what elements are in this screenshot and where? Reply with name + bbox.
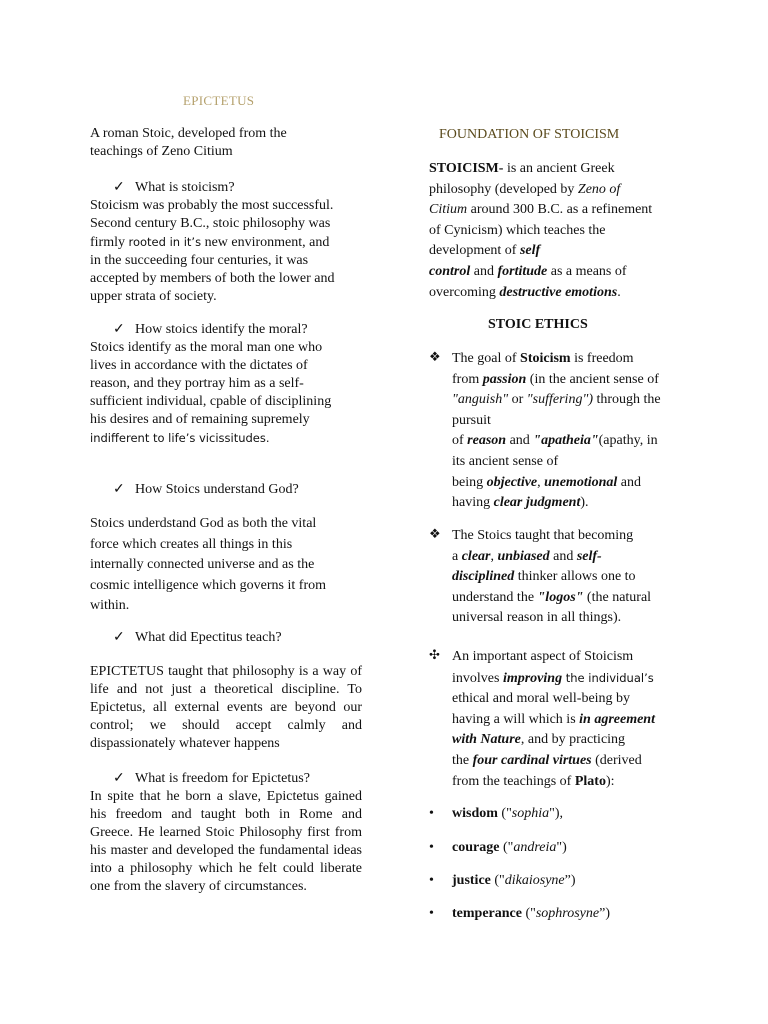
dot-bullet-icon: • bbox=[429, 806, 434, 821]
dot-bullet-icon: • bbox=[429, 840, 434, 855]
checkmark-icon: ✓ bbox=[113, 630, 125, 645]
question-what-is-stoicism: ✓ What is stoicism? bbox=[113, 180, 235, 195]
checkmark-icon: ✓ bbox=[113, 180, 125, 195]
answer-what-did-epictetus-teach: EPICTETUS taught that philosophy is a way of life and not just a theoretical discipline. To Epictetus, all external events are beyond our control; we should accept calmly and dispassionately whatever happens bbox=[90, 664, 362, 751]
answer-line: within. bbox=[90, 598, 130, 614]
intro-line: teachings of Zeno Citium bbox=[90, 144, 233, 159]
definition-line: STOICISM- is an ancient Greek bbox=[429, 161, 615, 176]
ethics-bullet-important-aspect: ✣ An important aspect of Stoicism involves improving the individual’s ethical and moral well-being by having a will which is in agreement with Nature, and by practicing the four cardinal virtues (derived from the teachings of Plato): bbox=[429, 647, 655, 789]
checkmark-icon: ✓ bbox=[113, 482, 125, 497]
answer-line: sufficient individual, cpable of disciplining bbox=[90, 394, 332, 409]
ethics-bullet-goal: ❖ The goal of Stoicism is freedom from passion (in the ancient sense of "anguish" or "suffering") through the pursuit of reason and "apatheia"(apathy, in its ancient sense of being objective, unemotional and having clear judgment). bbox=[429, 349, 661, 511]
definition-line: control and fortitude as a means of bbox=[429, 263, 627, 279]
definition-line: Citium around 300 B.C. as a refinement bbox=[429, 202, 653, 218]
title-epictetus: EPICTETUS bbox=[183, 93, 255, 108]
answer-line: Second century B.C., stoic philosophy was bbox=[90, 216, 331, 231]
virtue-item: • wisdom ("sophia"), bbox=[429, 806, 564, 821]
answer-what-is-stoicism bbox=[90, 197, 362, 306]
answer-line: internally connected universe and as the bbox=[90, 557, 315, 573]
four-point-star-bullet-icon: ✣ bbox=[429, 647, 440, 662]
definition-line: overcoming destructive emotions. bbox=[429, 284, 621, 300]
virtue-item: • temperance ("sophrosyne”) bbox=[429, 906, 611, 921]
answer-line: upper strata of society. bbox=[90, 289, 217, 304]
answer-line: firmly rooted in it’s new environment, and bbox=[90, 235, 330, 250]
definition-line: development of self bbox=[429, 243, 541, 259]
dot-bullet-icon: • bbox=[429, 873, 434, 888]
answer-line: Stoics underdstand God as both the vital bbox=[90, 516, 317, 531]
title-foundation-of-stoicism: FOUNDATION OF STOICISM bbox=[439, 127, 620, 142]
question-what-did-epictetus-teach: ✓ What did Epectitus teach? bbox=[113, 630, 282, 645]
intro-paragraph bbox=[90, 125, 362, 161]
checkmark-icon: ✓ bbox=[113, 322, 125, 337]
stoicism-definition bbox=[429, 159, 681, 303]
answer-how-stoics-identify-moral bbox=[90, 339, 362, 447]
answer-line: reason, and they portray him as a self- bbox=[90, 376, 304, 391]
answer-line: indifferent to life’s vicissitudes. bbox=[90, 431, 270, 445]
answer-line: his desires and of remaining supremely bbox=[90, 412, 310, 427]
answer-line: Stoicism was probably the most successful. bbox=[90, 198, 334, 213]
diamond-bullet-icon: ❖ bbox=[429, 349, 441, 364]
virtue-item: • courage ("andreia") bbox=[429, 840, 567, 855]
answer-line: Stoics identify as the moral man one who bbox=[90, 340, 323, 355]
checkmark-icon: ✓ bbox=[113, 771, 125, 786]
question-how-stoics-identify-moral: ✓ How stoics identify the moral? bbox=[113, 322, 308, 337]
question-what-is-freedom: ✓ What is freedom for Epictetus? bbox=[113, 771, 310, 786]
answer-line: force which creates all things in this bbox=[90, 536, 293, 552]
answer-how-stoics-understand-god bbox=[90, 514, 362, 617]
answer-line: in the succeeding four centuries, it was bbox=[90, 253, 309, 268]
answer-line: cosmic intelligence which governs it from bbox=[90, 577, 326, 593]
definition-line: philosophy (developed by Zeno of bbox=[429, 181, 621, 197]
answer-line: accepted by members of both the lower and bbox=[90, 271, 335, 286]
answer-what-is-freedom: In spite that he born a slave, Epictetus gained his freedom and taught both in Rome and Greece. He learned Stoic Philosophy first from his master and developed the fundamental ideas into a philosophy which he felt could liberate one from the slavery of circumstances. bbox=[90, 789, 362, 894]
intro-line: A roman Stoic, developed from the bbox=[90, 126, 287, 141]
definition-line: of Cynicism) which teaches the bbox=[429, 222, 606, 238]
diamond-bullet-icon: ❖ bbox=[429, 526, 441, 541]
virtue-item: • justice ("dikaiosyne”) bbox=[429, 873, 576, 888]
question-how-stoics-understand-god: ✓ How Stoics understand God? bbox=[113, 482, 299, 497]
dot-bullet-icon: • bbox=[429, 906, 434, 921]
heading-stoic-ethics: STOIC ETHICS bbox=[488, 317, 588, 332]
answer-line: lives in accordance with the dictates of bbox=[90, 358, 308, 373]
ethics-bullet-stoics-taught: ❖ The Stoics taught that becoming a clear, unbiased and self- disciplined thinker allows one to understand the "logos" (the natural universal reason in all things). bbox=[429, 526, 652, 626]
